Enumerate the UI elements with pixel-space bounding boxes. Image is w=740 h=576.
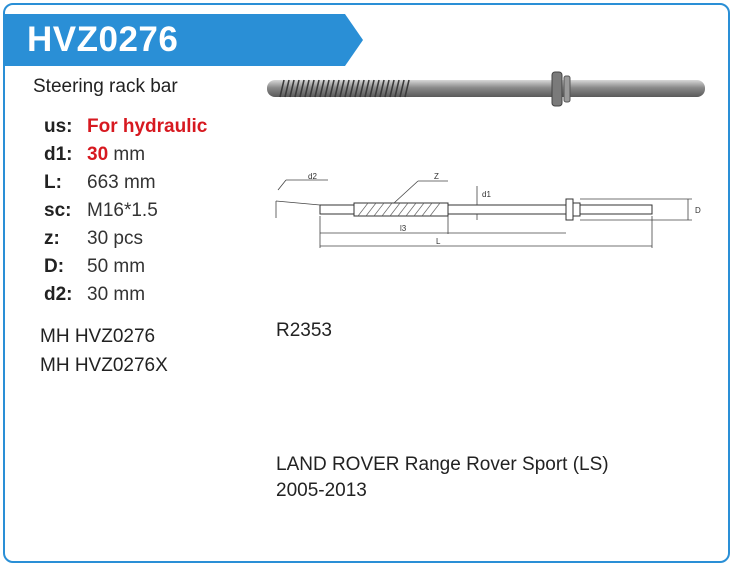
spec-value: 30 mm (87, 144, 146, 165)
rack-bar-photo (262, 64, 712, 114)
spec-value: 663 mm (87, 172, 156, 193)
spec-key: d1: (44, 144, 73, 165)
label-z: Z (434, 172, 439, 181)
spec-key: sc: (44, 200, 72, 221)
spec-key: d2: (44, 284, 73, 305)
technical-drawing (268, 168, 713, 258)
label-L: L (436, 237, 441, 246)
part-number-title: HVZ0276 (27, 20, 179, 59)
vehicle-application (276, 452, 609, 504)
cross-reference-list (40, 322, 168, 380)
part-number-banner (5, 14, 365, 66)
spec-value: 50 mm (87, 256, 146, 277)
spec-key: z: (44, 228, 60, 249)
vehicle-name: LAND ROVER Range Rover Sport (LS) (276, 454, 609, 475)
spec-value: 30 pcs (87, 228, 143, 249)
spec-key: L: (44, 172, 62, 193)
spec-value: M16*1.5 (87, 200, 158, 221)
product-name: Steering rack bar (33, 76, 178, 97)
spec-value: 30 mm (87, 284, 146, 305)
spec-key: us: (44, 116, 73, 137)
label-d2: d2 (308, 172, 317, 181)
label-D: D (695, 206, 701, 215)
spec-key: D: (44, 256, 65, 277)
label-d1: d1 (482, 190, 491, 199)
label-l3: l3 (400, 224, 407, 233)
spec-value: For hydraulic (87, 116, 208, 137)
vehicle-years: 2005-2013 (276, 480, 367, 501)
cross-reference: MH HVZ0276 (40, 326, 156, 347)
cross-reference: MH HVZ0276X (40, 355, 168, 376)
oe-number: R2353 (276, 320, 332, 341)
